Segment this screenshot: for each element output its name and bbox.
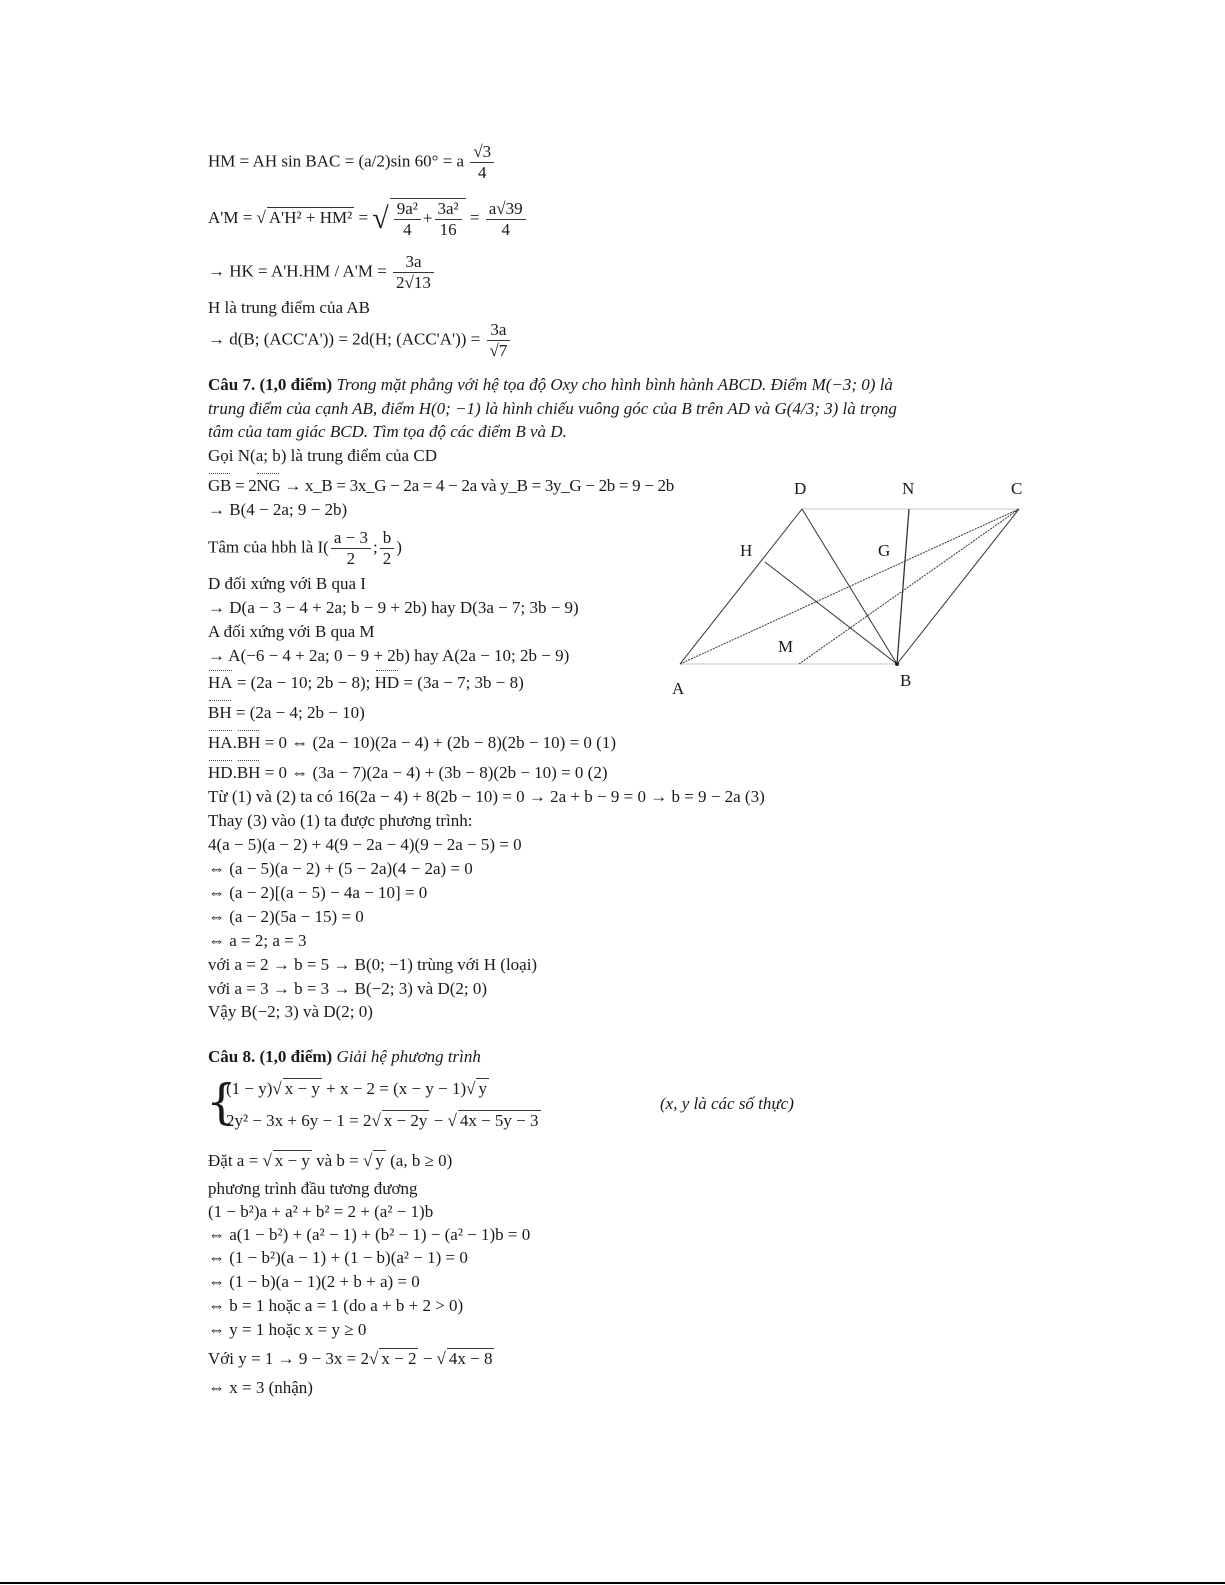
- distance-formula: [208, 320, 512, 361]
- cau7-bh-line: [208, 703, 365, 723]
- vector-gb: GB: [208, 476, 232, 495]
- cau7-center-line: [208, 528, 402, 569]
- cau7-line: = 0 ⇔ (3a − 7)(2a − 4) + (3b − 8)(2b − 10) = 0 (2): [260, 763, 608, 782]
- frac-center-x: [331, 528, 371, 569]
- eq-text: = 2: [231, 476, 257, 495]
- am-formula: [208, 198, 528, 240]
- eq-part: −: [418, 1349, 437, 1368]
- cau8-line: ⇔ y = 1 hoặc x = y ≥ 0: [208, 1320, 367, 1339]
- segment-db: [802, 509, 897, 664]
- radicand: 4x − 5y − 3: [459, 1111, 539, 1130]
- cau8-line: phương trình đầu tương đương: [208, 1179, 418, 1198]
- cau7-line: ⇔ a = 2; a = 3: [208, 931, 307, 950]
- label-d: D: [794, 479, 807, 498]
- dot: .: [232, 733, 237, 752]
- label-n: N: [902, 479, 915, 498]
- cau8-line: ⇔ b = 1 hoặc a = 1 (do a + b + 2 > 0): [208, 1296, 464, 1315]
- dot: .: [232, 763, 237, 782]
- frac-den: √7: [489, 341, 508, 360]
- vector-hd: HD: [374, 673, 400, 692]
- vector-hd: HD: [208, 763, 233, 782]
- frac-den: 16: [439, 220, 457, 239]
- cau7-line: = (2a − 10; 2b − 8);: [232, 673, 375, 692]
- frac-den: 4: [478, 163, 487, 182]
- label-g: G: [878, 541, 891, 560]
- cau7-line: = (3a − 7; 3b − 8): [399, 673, 524, 692]
- cau8-heading-line: [208, 1047, 481, 1067]
- frac-den: 2: [382, 549, 392, 568]
- hm-formula: [208, 142, 496, 183]
- segment-hb: [765, 562, 897, 664]
- sqrt-sign: √: [363, 1151, 373, 1170]
- close-paren: ): [396, 537, 402, 557]
- page-bottom-rule: [0, 1582, 1225, 1584]
- radicand: 4x − 8: [448, 1349, 493, 1368]
- segment-mc: [799, 509, 1019, 664]
- cau7-line: Thay (3) vào (1) ta được phương trình:: [208, 811, 473, 830]
- cau7-vector-line: [208, 476, 674, 496]
- hm-fraction: [470, 142, 494, 183]
- sqrt-sign: √: [262, 1151, 272, 1170]
- cau7-line: → x_B = 3x_G − 2a = 4 − 2a và y_B = 3y_G − 2b = 9 − 2b: [284, 476, 674, 495]
- frac-3a2-16: [435, 199, 462, 240]
- cau7-line: Gọi N(a; b) là trung điểm của CD: [208, 446, 437, 465]
- hk-fraction: [393, 252, 434, 293]
- hk-formula: [208, 252, 436, 293]
- cau7-line: → B(4 − 2a; 9 − 2b): [208, 500, 348, 519]
- segment-ac: [680, 509, 1019, 664]
- radicand: y: [478, 1079, 487, 1098]
- system-eq1: [226, 1078, 489, 1099]
- cau7-heading: Câu 7. (1,0 điểm): [208, 375, 333, 394]
- segment-nb: [897, 509, 909, 664]
- segment-bc: [897, 509, 1019, 664]
- cau7-line: 4(a − 5)(a − 2) + 4(9 − 2a − 4)(9 − 2a − 5) = 0: [208, 835, 522, 854]
- substitution-line: [208, 1150, 452, 1171]
- cau8-heading: Câu 8. (1,0 điểm): [208, 1047, 333, 1066]
- radicand: x − 2y: [383, 1111, 428, 1130]
- cau7-ha-hd-line: [208, 673, 524, 693]
- sqrt-sign: √: [436, 1349, 446, 1368]
- label-m: M: [778, 637, 794, 656]
- frac-num: 3a: [393, 252, 434, 273]
- cau8-line: ⇔ a(1 − b²) + (a² − 1) + (b² − 1) − (a² − 1)b = 0: [208, 1225, 531, 1244]
- variables-note: (x, y là các số thực): [660, 1094, 794, 1113]
- am-root: A'H² + HM²: [268, 207, 353, 227]
- cau7-line: ⇔ (a − 5)(a − 2) + (5 − 2a)(4 − 2a) = 0: [208, 859, 473, 878]
- vector-ha: HA: [208, 673, 233, 692]
- cau7-problem-text: Trong mặt phẳng với hệ tọa độ Oxy cho hình bình hành ABCD. Điểm M(−3; 0) là: [336, 375, 893, 394]
- sqrt-sign: √: [466, 1079, 476, 1098]
- radicand: x − 2: [381, 1349, 417, 1368]
- segment-ad: [680, 509, 802, 664]
- label-b: B: [900, 671, 912, 690]
- vector-ng: NG: [256, 476, 281, 495]
- d-lhs: → d(B; (ACC'A')) = 2d(H; (ACC'A')) =: [208, 329, 485, 349]
- h-midpoint-text: H là trung điểm của AB: [208, 298, 370, 317]
- system-eq2: [226, 1110, 541, 1131]
- frac-num: 3a²: [435, 199, 462, 220]
- sqrt-sign: √: [372, 202, 389, 235]
- y1-case-line: [208, 1348, 494, 1369]
- frac-num: √3: [470, 142, 494, 163]
- am-lhs: A'M =: [208, 207, 257, 227]
- frac-den: 2√13: [396, 273, 431, 292]
- cau7-line: = (2a − 4; 2b − 10): [231, 703, 365, 722]
- cau7-line: ⇔ (a − 2)[(a − 5) − 4a − 10] = 0: [208, 883, 428, 902]
- cau7-line: với a = 2 → b = 5 → B(0; −1) trùng với H (loại): [208, 955, 538, 974]
- label-c: C: [1011, 479, 1023, 498]
- frac-center-y: [380, 528, 395, 569]
- vector-bh: BH: [236, 733, 261, 752]
- cau7-line: D đối xứng với B qua I: [208, 574, 366, 593]
- sqrt-sign: √: [447, 1111, 457, 1130]
- vector-ha: HA: [208, 733, 233, 752]
- eq-part: 2y² − 3x + 6y − 1 = 2: [226, 1111, 372, 1130]
- radicand: y: [375, 1151, 384, 1170]
- cau8-final: ⇔ x = 3 (nhận): [208, 1378, 313, 1397]
- hk-lhs: → HK = A'H.HM / A'M =: [208, 261, 392, 281]
- frac-num: 9a²: [394, 199, 421, 220]
- frac-den: 4: [403, 220, 412, 239]
- plus-sign: +: [422, 208, 433, 228]
- cau7-conclusion: Vậy B(−2; 3) và D(2; 0): [208, 1002, 373, 1021]
- frac-num: a√39: [486, 199, 526, 220]
- vector-bh: BH: [208, 703, 232, 722]
- sqrt-sign: √: [369, 1349, 379, 1368]
- sqrt-sign: √: [272, 1079, 282, 1098]
- cau7-line: ⇔ (a − 2)(5a − 15) = 0: [208, 907, 364, 926]
- eq-part: và b =: [311, 1151, 364, 1170]
- eq-part: + x − 2 = (x − y − 1): [321, 1079, 467, 1098]
- am-eq2: =: [465, 207, 484, 227]
- cau7-eq1-line: [208, 733, 616, 753]
- label-a: A: [672, 679, 685, 698]
- frac-9a2-4: [394, 199, 421, 240]
- cau7-line: → A(−6 − 4 + 2a; 0 − 9 + 2b) hay A(2a − 10; 2b − 9): [208, 646, 570, 665]
- cau7-problem-line-1: [208, 375, 893, 395]
- cau7-line: Từ (1) và (2) ta có 16(2a − 4) + 8(2b − 10) = 0 → 2a + b − 9 = 0 → b = 9 − 2a (3): [208, 787, 765, 806]
- frac-den: 4: [501, 219, 510, 239]
- frac-num: 3a: [487, 320, 511, 341]
- frac-a-sqrt39-4: [486, 199, 526, 240]
- cau8-problem-text: Giải hệ phương trình: [336, 1047, 481, 1066]
- eq-part: (1 − y): [226, 1079, 273, 1098]
- am-eq: =: [354, 207, 373, 227]
- cau7-problem-line-3: tâm của tam giác BCD. Tìm tọa độ các điểm B và D.: [208, 422, 567, 441]
- vector-bh: BH: [236, 763, 261, 782]
- cau7-line: Tâm của hbh là I(: [208, 537, 329, 557]
- cau7-line: = 0 ⇔ (2a − 10)(2a − 4) + (2b − 8)(2b − 10) = 0 (1): [260, 733, 617, 752]
- sqrt-sign: √: [371, 1111, 381, 1130]
- eq-part: (a, b ≥ 0): [385, 1151, 453, 1170]
- am-big-root: [390, 198, 466, 240]
- hm-lhs: HM = AH sin BAC = (a/2)sin 60° = a: [208, 151, 465, 171]
- sep: ;: [372, 537, 378, 557]
- cau8-line: (1 − b²)a + a² + b² = 2 + (a² − 1)b: [208, 1202, 434, 1221]
- d-fraction: [487, 320, 511, 361]
- cau7-line: với a = 3 → b = 3 → B(−2; 3) và D(2; 0): [208, 979, 488, 998]
- cau8-line: ⇔ (1 − b)(a − 1)(2 + b + a) = 0: [208, 1272, 420, 1291]
- cau7-eq2-line: [208, 763, 608, 783]
- radicand: x − y: [284, 1079, 320, 1098]
- frac-den: 2: [346, 549, 356, 568]
- label-h: H: [740, 541, 753, 560]
- point-b: [895, 662, 899, 666]
- system-brace: {: [206, 1074, 237, 1130]
- cau7-line: → D(a − 3 − 4 + 2a; b − 9 + 2b) hay D(3a − 7; 3b − 9): [208, 598, 579, 617]
- cau8-line: ⇔ (1 − b²)(a − 1) + (1 − b)(a² − 1) = 0: [208, 1248, 468, 1267]
- cau7-problem-line-2: trung điểm của cạnh AB, điểm H(0; −1) là hình chiếu vuông góc của B trên AD và G(4/3; 3) là trọng: [208, 399, 897, 418]
- sqrt-sign: √: [256, 207, 266, 227]
- eq-part: Đặt a =: [208, 1151, 263, 1170]
- frac-num: a − 3: [331, 528, 371, 549]
- eq-part: −: [429, 1111, 448, 1130]
- eq-part: Với y = 1 → 9 − 3x = 2: [208, 1349, 370, 1368]
- frac-num: b: [380, 528, 395, 549]
- radicand: x − y: [274, 1151, 310, 1170]
- cau7-line: A đối xứng với B qua M: [208, 622, 375, 641]
